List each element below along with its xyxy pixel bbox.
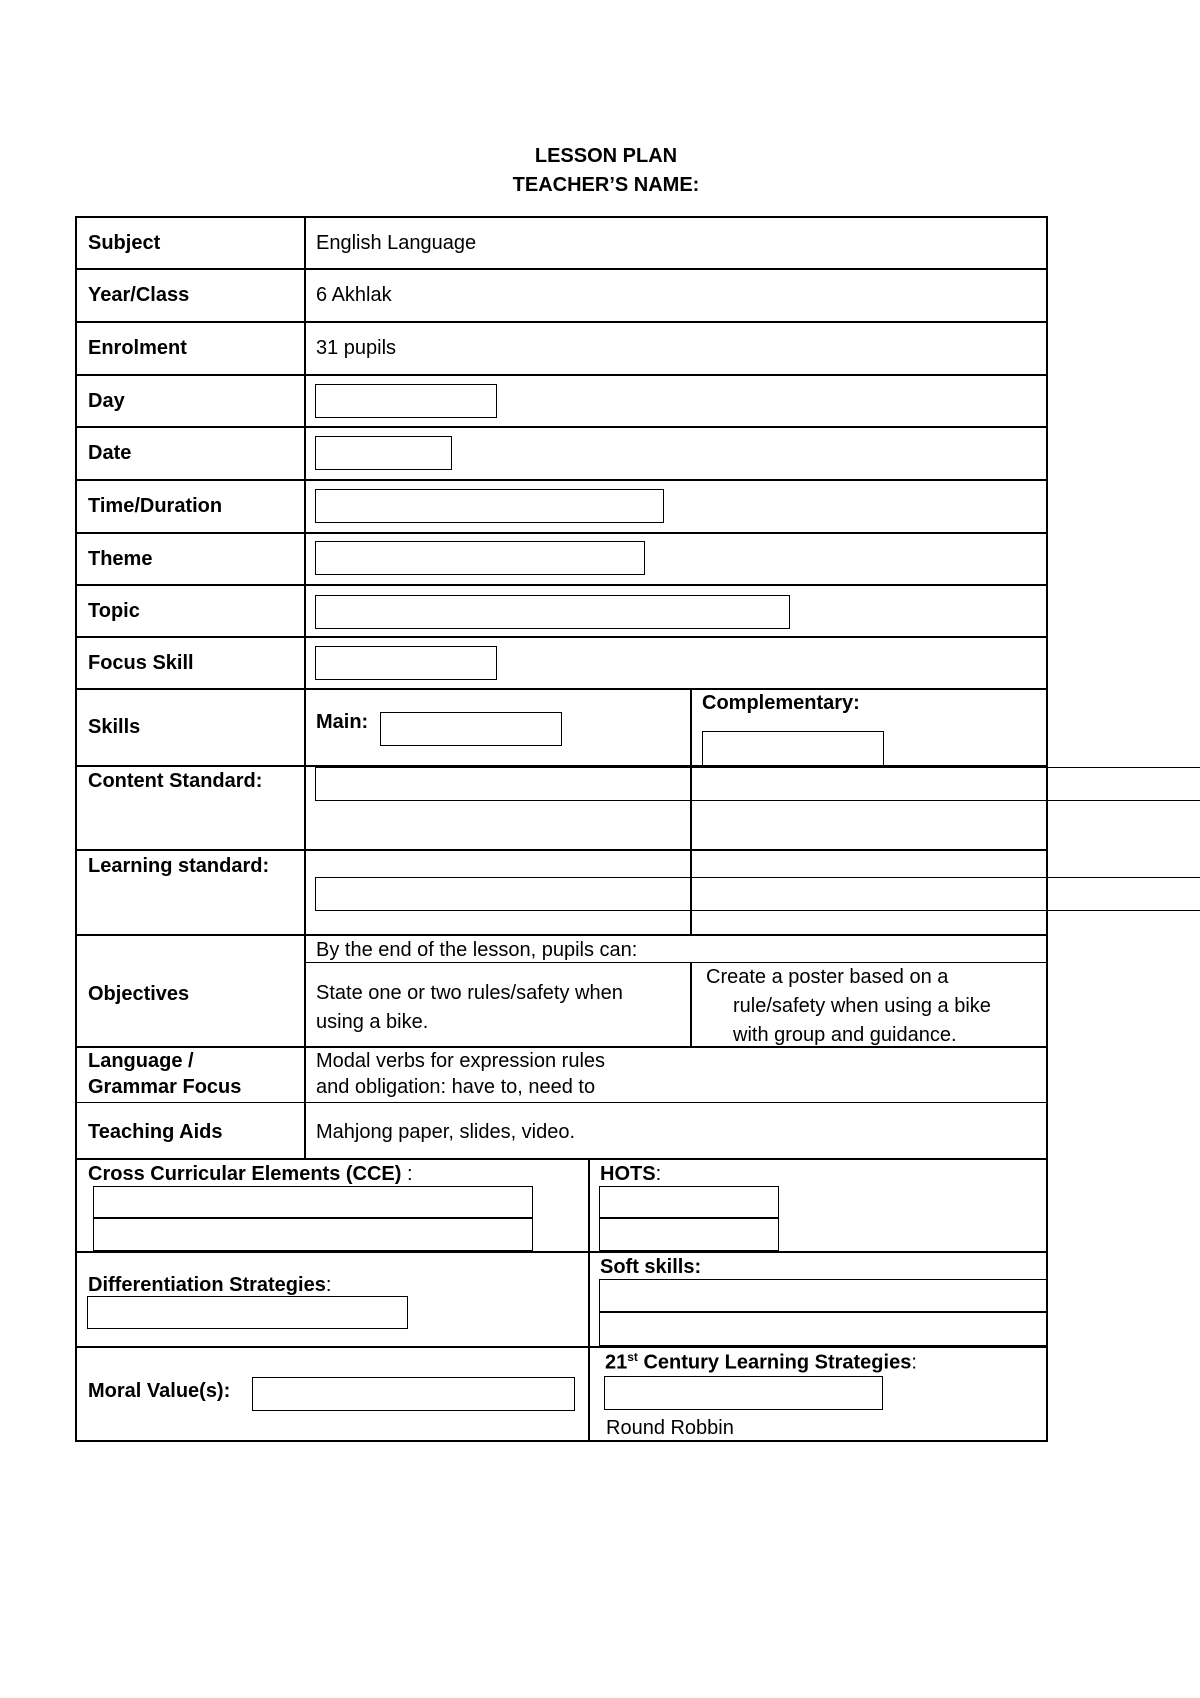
differentiation-label: Differentiation Strategies <box>88 1274 326 1296</box>
language-focus-label-line1: Language / <box>88 1050 194 1072</box>
cce-field-2[interactable] <box>93 1218 533 1251</box>
focus-skill-label: Focus Skill <box>88 652 194 674</box>
century-strategies-note: Round Robbin <box>606 1417 734 1439</box>
soft-skills-field-1[interactable] <box>599 1279 1048 1312</box>
cce-heading <box>88 1163 413 1186</box>
cce-field-1[interactable] <box>93 1186 533 1218</box>
time-duration-label: Time/Duration <box>88 495 223 517</box>
moral-values-field[interactable] <box>252 1377 575 1411</box>
objective-comp-line1: Create a poster based on a <box>706 966 949 988</box>
time-duration-field[interactable] <box>315 489 664 523</box>
enrolment-label: Enrolment <box>88 337 187 359</box>
year-class-value[interactable]: 6 Akhlak <box>316 284 392 306</box>
focus-skill-field[interactable] <box>315 646 497 680</box>
objective-main-line2: using a bike. <box>316 1011 429 1033</box>
objective-comp-line3: with group and guidance. <box>733 1024 957 1046</box>
day-label: Day <box>88 390 125 412</box>
moral-values-label: Moral Value(s): <box>88 1380 231 1402</box>
date-field[interactable] <box>315 436 452 470</box>
soft-skills-field-2[interactable] <box>599 1312 1048 1346</box>
hots-colon: : <box>655 1163 662 1185</box>
content-standard-label: Content Standard: <box>88 770 263 792</box>
page-title: LESSON PLAN <box>534 145 678 167</box>
objectives-intro: By the end of the lesson, pupils can: <box>316 939 638 961</box>
language-focus-value-line2: and obligation: have to, need to <box>316 1076 596 1098</box>
century-label-colon: : <box>911 1351 917 1374</box>
topic-label: Topic <box>88 600 140 622</box>
main-skill-field[interactable] <box>380 712 562 746</box>
differentiation-field[interactable] <box>87 1296 408 1329</box>
differentiation-heading <box>88 1274 331 1297</box>
language-focus-value-line1: Modal verbs for expression rules <box>316 1050 606 1072</box>
complementary-skill-field[interactable] <box>702 731 884 766</box>
cce-label: Cross Curricular Elements (CCE) <box>88 1163 402 1185</box>
hots-heading <box>600 1163 661 1186</box>
date-label: Date <box>88 442 132 464</box>
century-strategies-field[interactable] <box>604 1376 883 1410</box>
differentiation-colon: : <box>325 1274 332 1296</box>
year-class-label: Year/Class <box>88 284 190 306</box>
content-standard-field[interactable] <box>315 767 1200 801</box>
century-label-number: 21 <box>605 1351 628 1374</box>
teaching-aids-value[interactable]: Mahjong paper, slides, video. <box>316 1121 576 1143</box>
objective-comp-line2: rule/safety when using a bike <box>733 995 991 1017</box>
objectives-label: Objectives <box>88 983 190 1005</box>
complementary-skill-label: Complementary: <box>702 692 860 714</box>
century-strategies-heading <box>605 1350 917 1375</box>
theme-label: Theme <box>88 548 153 570</box>
hots-field-2[interactable] <box>599 1218 779 1251</box>
soft-skills-label: Soft skills: <box>600 1256 702 1278</box>
skills-label: Skills <box>88 716 141 738</box>
language-focus-label-line2: Grammar Focus <box>88 1076 242 1098</box>
teacher-name-label: TEACHER’S NAME: <box>512 174 700 196</box>
subject-value[interactable]: English Language <box>316 232 477 254</box>
theme-field[interactable] <box>315 541 645 575</box>
learning-standard-field[interactable] <box>315 877 1200 911</box>
learning-standard-label: Learning standard: <box>88 855 270 877</box>
topic-field[interactable] <box>315 595 790 629</box>
objective-main-line1: State one or two rules/safety when <box>316 982 623 1004</box>
subject-label: Subject <box>88 232 161 254</box>
century-label-superscript: st <box>627 1350 638 1364</box>
day-field[interactable] <box>315 384 497 418</box>
cce-colon: : <box>401 1163 413 1185</box>
hots-field-1[interactable] <box>599 1186 779 1218</box>
main-skill-label: Main: <box>316 711 369 733</box>
teaching-aids-label: Teaching Aids <box>88 1121 223 1143</box>
hots-label: HOTS <box>600 1163 656 1185</box>
century-label-text: Century Learning Strategies <box>637 1351 912 1374</box>
enrolment-value[interactable]: 31 pupils <box>316 337 397 359</box>
